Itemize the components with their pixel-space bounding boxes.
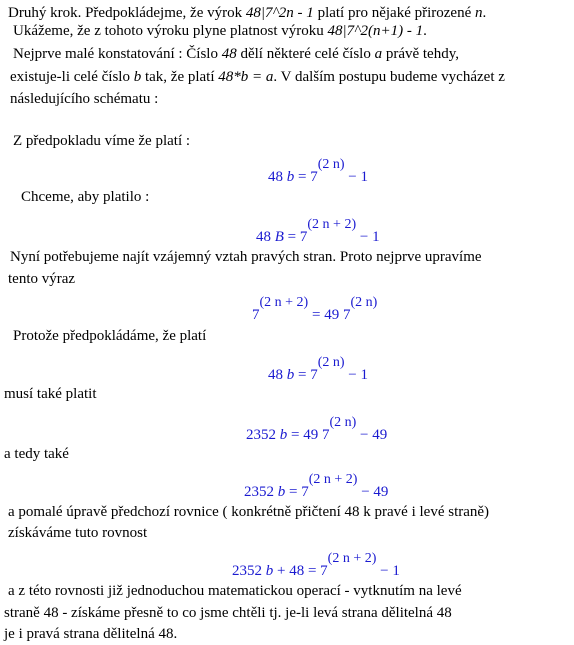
eq-exponent: (2 n + 2) [259, 295, 309, 310]
paragraph-8-line-2: získáváme tuto rovnost [8, 525, 148, 541]
eq-exponent: (2 n + 2) [327, 551, 377, 566]
intro-line-3 [13, 45, 459, 63]
inline-variable: a [374, 46, 383, 62]
eq-part: 7 [252, 307, 260, 323]
eq-exponent: (2 n) [317, 157, 345, 172]
eq-exponent: (2 n) [329, 415, 357, 430]
eq-part: − 49 [357, 484, 389, 500]
eq-number: 48 [268, 367, 283, 383]
eq-variable: b [286, 169, 295, 185]
paragraph-9-line-3: je i pravá strana dělitelná 48. [4, 626, 178, 642]
equation-2 [256, 217, 380, 247]
eq-part: = 7 [294, 367, 318, 383]
eq-number: 2352 [246, 427, 276, 443]
intro-line-5: následujícího schématu : [10, 91, 159, 107]
equation-1 [268, 157, 369, 187]
eq-part: − 1 [356, 229, 380, 245]
inline-variable: n [475, 5, 483, 21]
eq-variable: b [279, 427, 288, 443]
eq-variable: b [286, 367, 295, 383]
eq-number: 2352 [232, 563, 262, 579]
eq-number: 2352 [244, 484, 274, 500]
eq-variable: b [277, 484, 286, 500]
eq-variable: b [265, 563, 274, 579]
paragraph-6: musí také platit [4, 386, 97, 402]
inline-expression: 48|7^2n - 1 [245, 5, 314, 21]
text-segment: právě tehdy, [382, 46, 459, 62]
inline-expression: 48 [221, 46, 237, 62]
assumption-label: Z předpokladu víme že platí : [13, 133, 191, 149]
eq-variable: B [274, 229, 284, 245]
inline-variable: b [133, 69, 142, 85]
equation-4 [268, 355, 369, 385]
text-segment: . V dalším postupu budeme vycházet z [273, 69, 505, 85]
intro-line-1 [8, 4, 486, 22]
goal-label: Chceme, aby platilo : [21, 189, 150, 205]
text-segment: existuje-li celé číslo [10, 69, 134, 85]
paragraph-4-line-1: Nyní potřebujeme najít vzájemný vztah pravých stran. Proto nejprve upravíme [10, 249, 482, 265]
text-segment: . [482, 5, 487, 21]
paragraph-8-line-1: a pomalé úpravě předchozí rovnice ( konkrétně přičtení 48 k pravé i levé straně) [8, 504, 490, 520]
text-segment: Ukážeme, že z tohoto výroku plyne platnost výroku [13, 23, 328, 39]
eq-exponent: (2 n + 2) [308, 472, 358, 487]
equation-3 [252, 295, 378, 325]
text-segment: Nejprve malé konstatování : Číslo [13, 46, 222, 62]
equation-7 [232, 551, 400, 581]
inline-expression: 48|7^2(n+1) - 1 [327, 23, 424, 39]
eq-part: + 48 = 7 [273, 563, 328, 579]
paragraph-9-line-1: a z této rovnosti již jednoduchou matematickou operací - vytknutím na levé [8, 583, 462, 599]
intro-line-2 [13, 22, 427, 40]
paragraph-5: Protože předpokládáme, že platí [13, 328, 207, 344]
eq-part: = 7 [283, 229, 308, 245]
eq-number: 48 [256, 229, 271, 245]
eq-part: = 49 7 [308, 307, 351, 323]
text-segment: Druhý krok. Předpokládejme, že výrok [8, 5, 246, 21]
equation-6 [244, 472, 389, 502]
eq-exponent: (2 n) [317, 355, 345, 370]
eq-part: = 7 [294, 169, 318, 185]
eq-part: − 1 [344, 367, 369, 383]
eq-part: = 49 7 [287, 427, 330, 443]
eq-part: − 1 [376, 563, 400, 579]
eq-number: 48 [268, 169, 283, 185]
eq-part: − 49 [356, 427, 388, 443]
eq-exponent: (2 n + 2) [307, 217, 357, 232]
eq-part: − 1 [344, 169, 369, 185]
inline-expression: 48*b = a [218, 69, 274, 85]
text-segment: platí pro nějaké přirozené [313, 5, 475, 21]
eq-part: = 7 [285, 484, 309, 500]
paragraph-4-line-2: tento výraz [8, 271, 76, 287]
text-segment: . [423, 23, 427, 39]
text-segment: tak, že platí [141, 69, 219, 85]
eq-exponent: (2 n) [350, 295, 378, 310]
paragraph-7: a tedy také [4, 446, 69, 462]
intro-line-4 [10, 68, 505, 86]
equation-5 [246, 415, 388, 445]
paragraph-9-line-2: straně 48 - získáme přesně to co jsme chtěli tj. je-li levá strana dělitelná 48 [4, 605, 452, 621]
text-segment: dělí některé celé číslo [236, 46, 375, 62]
